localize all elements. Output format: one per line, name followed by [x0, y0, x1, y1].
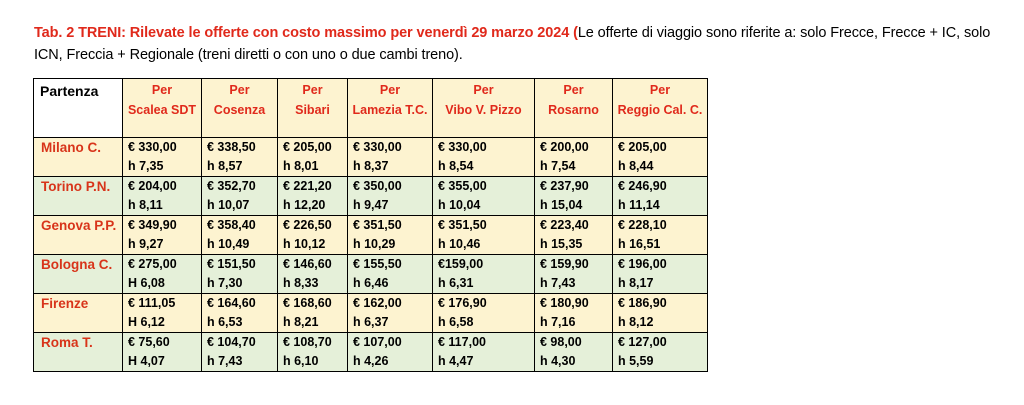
offer-price: € 330,00	[438, 140, 487, 154]
offer-price: € 204,00	[128, 179, 177, 193]
offer-cell	[123, 333, 202, 372]
offer-cell	[535, 255, 613, 294]
header-per: Per	[379, 83, 401, 97]
header-destination	[535, 79, 613, 138]
offer-duration: h 6,37	[353, 315, 389, 329]
offer-price: € 127,00	[618, 335, 667, 349]
header-per: Per	[563, 83, 584, 97]
offer-cell	[433, 177, 535, 216]
offer-duration: h 5,59	[618, 354, 654, 368]
header-per: Per	[473, 83, 494, 97]
offer-price: € 159,90	[540, 257, 589, 271]
offer-duration: h 8,54	[438, 159, 474, 173]
offer-cell	[278, 333, 348, 372]
offer-duration: H 6,12	[128, 315, 165, 329]
offer-duration: h 11,14	[618, 198, 660, 212]
offer-cell	[123, 138, 202, 177]
offer-cell	[348, 333, 433, 372]
offer-price: € 275,00	[128, 257, 177, 271]
offer-duration: h 10,46	[438, 237, 481, 251]
offer-price: € 108,70	[283, 335, 332, 349]
offer-cell	[348, 177, 433, 216]
offer-cell	[123, 294, 202, 333]
offer-cell	[613, 255, 708, 294]
offer-duration: h 8,57	[207, 159, 243, 173]
offer-duration: h 4,26	[353, 354, 389, 368]
header-destination-name: Cosenza	[213, 103, 266, 117]
header-destination	[348, 79, 433, 138]
offer-duration: h 10,29	[353, 237, 396, 251]
table-row	[34, 216, 708, 255]
offer-duration: h 8,01	[283, 159, 319, 173]
offer-duration: h 9,27	[128, 237, 164, 251]
offer-cell	[433, 138, 535, 177]
offer-price: € 162,00	[353, 296, 402, 310]
offer-cell	[613, 216, 708, 255]
offer-duration: h 7,30	[207, 276, 243, 290]
row-city: Roma T.	[34, 333, 123, 372]
train-offers-table	[33, 78, 708, 372]
offer-duration: h 8,33	[283, 276, 319, 290]
offer-price: € 237,90	[540, 179, 589, 193]
table-row	[34, 255, 708, 294]
header-per: Per	[151, 83, 173, 97]
offer-price: € 186,90	[618, 296, 667, 310]
offer-duration: h 7,35	[128, 159, 164, 173]
offer-cell	[348, 294, 433, 333]
offer-price: € 223,40	[540, 218, 589, 232]
offer-price: € 111,05	[128, 296, 176, 310]
header-destination-name: Reggio Cal. C.	[617, 103, 703, 117]
offer-cell	[202, 216, 278, 255]
table-row	[34, 294, 708, 333]
offer-price: € 221,20	[283, 179, 332, 193]
header-destination	[613, 79, 708, 138]
offer-price: € 104,70	[207, 335, 256, 349]
offer-cell	[123, 255, 202, 294]
offer-cell	[202, 177, 278, 216]
offer-cell	[202, 255, 278, 294]
offer-cell	[613, 177, 708, 216]
row-city: Torino P.N.	[34, 177, 123, 216]
offer-price: € 330,00	[128, 140, 177, 154]
offer-price: € 246,90	[618, 179, 667, 193]
offer-cell	[348, 138, 433, 177]
offer-duration: h 7,43	[540, 276, 576, 290]
offer-price: €159,00	[438, 257, 484, 271]
offer-duration: h 15,35	[540, 237, 583, 251]
offer-duration: h 9,47	[353, 198, 389, 212]
offer-cell	[433, 294, 535, 333]
header-per: Per	[229, 83, 250, 97]
header-per: Per	[649, 83, 671, 97]
offer-price: € 349,90	[128, 218, 177, 232]
offer-duration: h 10,07	[207, 198, 250, 212]
row-city: Milano C.	[34, 138, 123, 177]
offer-duration: h 4,47	[438, 354, 474, 368]
offer-duration: h 7,16	[540, 315, 576, 329]
table-header-row	[34, 79, 708, 138]
offer-duration: h 7,54	[540, 159, 576, 173]
offer-cell	[278, 177, 348, 216]
offer-price: € 200,00	[540, 140, 589, 154]
row-city: Genova P.P.	[34, 216, 123, 255]
offer-cell	[278, 216, 348, 255]
offer-duration: h 10,49	[207, 237, 250, 251]
offer-price: € 107,00	[353, 335, 402, 349]
offer-cell	[348, 255, 433, 294]
header-destination	[433, 79, 535, 138]
offer-cell	[535, 177, 613, 216]
offer-cell	[202, 333, 278, 372]
offer-duration: h 16,51	[618, 237, 661, 251]
table-row	[34, 333, 708, 372]
offer-duration: h 6,58	[438, 315, 474, 329]
offer-cell	[123, 177, 202, 216]
offer-price: € 330,00	[353, 140, 402, 154]
offer-duration: h 4,30	[540, 354, 576, 368]
offer-price: € 164,60	[207, 296, 256, 310]
header-destination-name: Rosarno	[548, 103, 599, 117]
offer-duration: h 8,44	[618, 159, 654, 173]
table-caption	[34, 22, 1009, 66]
offer-price: € 228,10	[618, 218, 667, 232]
offer-price: € 146,60	[283, 257, 332, 271]
offer-price: € 98,00	[540, 335, 582, 349]
offer-duration: h 10,04	[438, 198, 481, 212]
header-destination	[202, 79, 278, 138]
offer-cell	[613, 294, 708, 333]
caption-description: Le offerte di viaggio sono riferite a: solo Frecce, Frecce + IC, solo ICN, Freccia + Regionale (treni diretti o con uno o due cambi treno).	[34, 25, 991, 63]
caption-title: Tab. 2 TRENI: Rilevate le offerte con costo massimo per venerdì 29 marzo 2024 (	[34, 25, 578, 41]
offer-price: € 351,50	[438, 218, 487, 232]
offer-duration: h 6,46	[353, 276, 389, 290]
offer-cell	[613, 333, 708, 372]
offer-price: € 117,00	[438, 335, 486, 349]
offer-cell	[433, 333, 535, 372]
offer-cell	[278, 294, 348, 333]
offer-cell	[202, 138, 278, 177]
offer-price: € 355,00	[438, 179, 487, 193]
offer-price: € 205,00	[283, 140, 332, 154]
offer-price: € 205,00	[618, 140, 667, 154]
offer-cell	[535, 294, 613, 333]
offer-duration: h 6,10	[283, 354, 319, 368]
header-destination	[123, 79, 202, 138]
offer-cell	[535, 216, 613, 255]
offer-cell	[613, 138, 708, 177]
offer-cell	[123, 216, 202, 255]
offer-price: € 168,60	[283, 296, 332, 310]
offer-duration: h 8,37	[353, 159, 389, 173]
header-destination	[278, 79, 348, 138]
offer-price: € 350,00	[353, 179, 402, 193]
header-departure: Partenza	[34, 79, 123, 138]
header-per: Per	[302, 83, 323, 97]
table-row	[34, 177, 708, 216]
offer-price: € 176,90	[438, 296, 487, 310]
offer-duration: h 15,04	[540, 198, 583, 212]
offer-cell	[202, 294, 278, 333]
offer-duration: h 8,12	[618, 315, 654, 329]
offer-duration: H 6,08	[128, 276, 165, 290]
offer-cell	[433, 255, 535, 294]
offer-cell	[535, 138, 613, 177]
offer-price: € 155,50	[353, 257, 402, 271]
offer-price: € 226,50	[283, 218, 332, 232]
offer-price: € 196,00	[618, 257, 667, 271]
offer-cell	[433, 216, 535, 255]
offer-duration: h 6,31	[438, 276, 474, 290]
offer-price: € 338,50	[207, 140, 256, 154]
offer-cell	[278, 255, 348, 294]
table-row	[34, 138, 708, 177]
offer-price: € 351,50	[353, 218, 402, 232]
offer-duration: h 6,53	[207, 315, 243, 329]
offer-duration: h 12,20	[283, 198, 326, 212]
offer-duration: h 8,17	[618, 276, 654, 290]
offer-duration: h 10,12	[283, 237, 326, 251]
row-city: Bologna C.	[34, 255, 123, 294]
offer-cell	[278, 138, 348, 177]
offer-price: € 75,60	[128, 335, 170, 349]
offer-cell	[348, 216, 433, 255]
row-city: Firenze	[34, 294, 123, 333]
offer-price: € 180,90	[540, 296, 589, 310]
offer-duration: h 7,43	[207, 354, 243, 368]
offer-duration: H 4,07	[128, 354, 165, 368]
offer-price: € 358,40	[207, 218, 256, 232]
header-destination-name: Scalea SDT	[127, 103, 197, 117]
offer-price: € 352,70	[207, 179, 256, 193]
header-destination-name: Vibo V. Pizzo	[445, 103, 522, 117]
header-destination-name: Sibari	[295, 103, 330, 117]
offer-duration: h 8,21	[283, 315, 319, 329]
offer-cell	[535, 333, 613, 372]
offer-price: € 151,50	[207, 257, 256, 271]
header-destination-name: Lamezia T.C.	[352, 103, 428, 117]
offer-duration: h 8,11	[128, 198, 163, 212]
